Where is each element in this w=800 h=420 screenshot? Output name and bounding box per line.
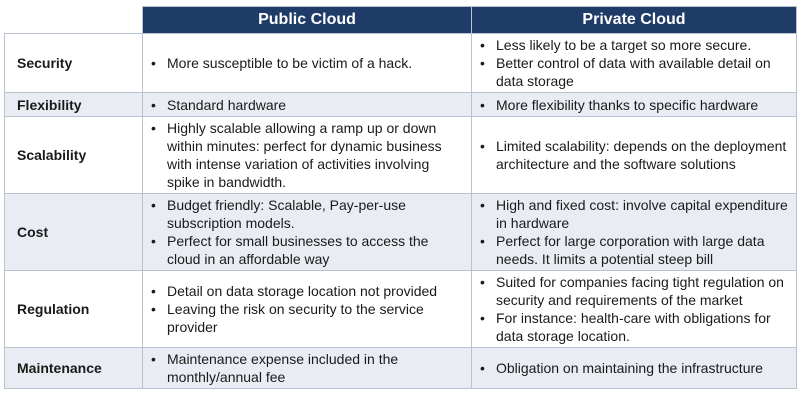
list-item-text: Leaving the risk on security to the service provider (167, 301, 424, 335)
table-row (5, 34, 797, 93)
bullet-icon: • (151, 301, 156, 317)
list-item (143, 196, 465, 232)
row-label: Regulation (5, 271, 143, 348)
public-cloud-cell (143, 34, 472, 93)
list-item (472, 359, 790, 377)
list-item (472, 309, 790, 345)
list-item-text: High and fixed cost: involve capital expenditure in hardware (496, 197, 788, 231)
bullet-icon: • (480, 197, 485, 213)
bullet-icon: • (480, 274, 485, 290)
bullet-icon: • (151, 197, 156, 213)
public-cloud-cell (143, 271, 472, 348)
list-item-text: Obligation on maintaining the infrastructure (496, 360, 763, 376)
bullet-icon: • (151, 55, 156, 71)
list-item (143, 119, 465, 191)
list-item-text: Budget friendly: Scalable, Pay-per-use subscription models. (167, 197, 406, 231)
list-item-text: Suited for companies facing tight regulation on security and requirements of the market (496, 274, 784, 308)
list-item (143, 96, 465, 114)
bullet-icon: • (151, 233, 156, 249)
bullet-icon: • (480, 37, 485, 53)
bullet-icon: • (480, 138, 485, 154)
header-public-cloud: Public Cloud (143, 7, 472, 34)
bullet-icon: • (480, 55, 485, 71)
row-label: Scalability (5, 117, 143, 194)
public-cloud-cell (143, 348, 472, 389)
bullet-icon: • (151, 351, 156, 367)
private-cloud-cell (472, 194, 797, 271)
private-cloud-cell (472, 93, 797, 117)
header-private-cloud: Private Cloud (472, 7, 797, 34)
private-cloud-cell (472, 348, 797, 389)
list-item (472, 137, 790, 173)
public-cloud-cell (143, 117, 472, 194)
list-item-text: Perfect for small businesses to access the cloud in an affordable way (167, 233, 429, 267)
list-item (143, 232, 465, 268)
list-item-text: Maintenance expense included in the monthly/annual fee (167, 351, 399, 385)
table-row (5, 348, 797, 389)
table-row (5, 117, 797, 194)
row-label: Flexibility (5, 93, 143, 117)
row-label: Cost (5, 194, 143, 271)
public-cloud-cell (143, 93, 472, 117)
row-label: Security (5, 34, 143, 93)
list-item (472, 54, 790, 90)
list-item-text: Less likely to be a target so more secure. (496, 37, 752, 53)
table-row (5, 93, 797, 117)
list-item-text: More susceptible to be victim of a hack. (167, 55, 413, 71)
list-item (143, 54, 465, 72)
bullet-icon: • (151, 120, 156, 136)
list-item-text: Standard hardware (167, 96, 287, 113)
table-row (5, 271, 797, 348)
list-item (143, 350, 465, 386)
bullet-icon: • (480, 233, 485, 249)
list-item-text: Better control of data with available detail on data storage (496, 55, 771, 89)
list-item (472, 96, 790, 114)
header-row (5, 7, 797, 34)
bullet-icon: • (151, 96, 156, 113)
bullet-icon: • (480, 310, 485, 326)
private-cloud-cell (472, 117, 797, 194)
private-cloud-cell (472, 271, 797, 348)
bullet-icon: • (480, 96, 485, 113)
list-item (472, 196, 790, 232)
list-item-text: More flexibility thanks to specific hardware (496, 96, 759, 113)
list-item (143, 282, 465, 300)
comparison-table (4, 6, 797, 389)
header-corner (5, 7, 143, 34)
list-item (143, 300, 465, 336)
bullet-icon: • (480, 360, 485, 376)
list-item-text: For instance: health-care with obligations for data storage location. (496, 310, 771, 344)
list-item-text: Highly scalable allowing a ramp up or down within minutes: perfect for dynamic business with intense variation of activities involving spike in bandwidth. (167, 120, 442, 190)
list-item-text: Perfect for large corporation with large data needs. It limits a potential steep bill (496, 233, 765, 267)
list-item-text: Detail on data storage location not provided (167, 283, 438, 299)
public-cloud-cell (143, 194, 472, 271)
row-label: Maintenance (5, 348, 143, 389)
list-item (472, 36, 790, 54)
list-item (472, 232, 790, 268)
table-row (5, 194, 797, 271)
list-item-text: Limited scalability: depends on the deployment architecture and the software solutions (496, 138, 787, 172)
private-cloud-cell (472, 34, 797, 93)
list-item (472, 273, 790, 309)
bullet-icon: • (151, 283, 156, 299)
